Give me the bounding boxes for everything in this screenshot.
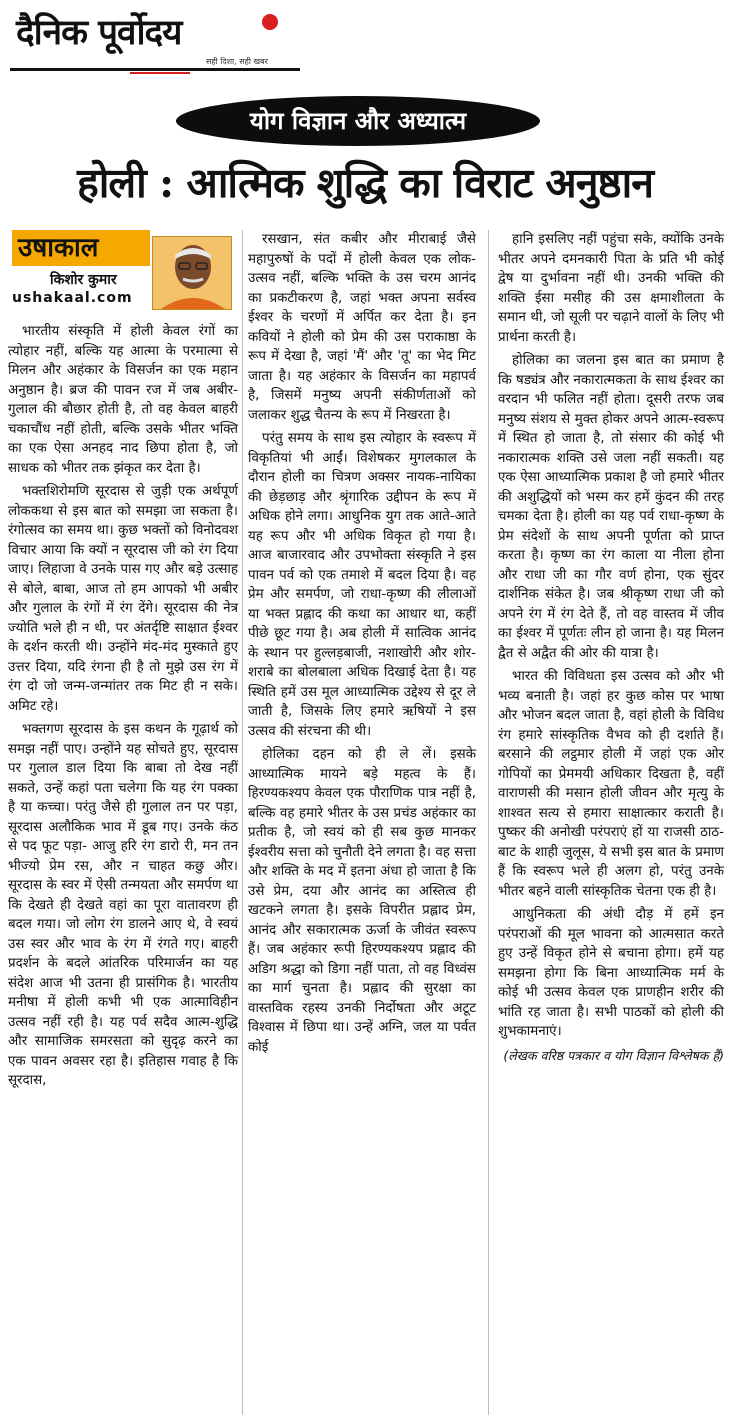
masthead-rule <box>10 68 300 71</box>
author-photo <box>152 236 232 310</box>
paragraph: भक्तशिरोमणि सूरदास से जुड़ी एक अर्थपूर्ण लोककथा से इस बात को समझा जा सकता है। रंगोत्सव का समय था। कुछ भक्तों को विनोदवश विचार आया कि क्यों न सूरदास जी को रंग दिया जाए। लिहाजा वे उनके पास गए और बड़े उत्साह से बोले, बाबा, आज तो हम आपको भी अबीर और गुलाल के रंगों में रंग देंगे। सूरदास की नेत्र ज्योति भले ही न थी, पर अंतर्दृष्टि साक्षात ईश्वर के दर्शन करती थी। उन्होंने मंद-मंद मुस्काते हुए उत्तर दिया, यदि रंगना ही है तो मुझे उस रंग में रंग दो जो जन्म-जन्मांतर तक मिट ही न सके। अमिट रहे। <box>8 484 238 714</box>
column-name: उषाकाल <box>12 230 150 266</box>
masthead-tagline: सही दिशा, सही खबर <box>206 57 268 66</box>
masthead-title: दैनिक पूर्वोदय <box>16 12 182 53</box>
masthead <box>10 6 300 74</box>
paragraph: परंतु समय के साथ इस त्योहार के स्वरूप में विकृतियां भी आईं। विशेषकर मुगलकाल के दौरान होली का चित्रण अक्सर नायक-नायिका की छेड़छाड़ और श्रृंगारिक उद्दीपन के रूप में अधिक होने लगा। आधुनिक युग तक आते-आते यह रूप और भी अधिक विकृत हो गया है। आज बाजारवाद और उपभोक्ता संस्कृति ने इस पावन पर्व को एक तमाशे में बदल दिया है। वह प्रेम और समर्पण, जो राधा-कृष्ण की लीलाओं या भक्त प्रह्लाद की कथा का आधार था, कहीं पीछे छूट गया है। अब होली में सात्विक आनंद के स्थान पर हुल्लड़बाजी, नशाखोरी और शोर-शराबे का बोलबाला अधिक दिखाई देता है। यह स्थिति हमें उस मूल आध्यात्मिक उद्देश्य से दूर ले जाती है, जिसके लिए हमारे ऋषियों ने इस उत्सव की संरचना की थी। <box>248 431 476 739</box>
paragraph: भारत की विविधता इस उत्सव को और भी भव्य बनाती है। जहां हर कुछ कोस पर भाषा और भोजन बदल जाता है, वहां होली के विविध रंग हमारे सांस्कृतिक वैभव को ही दर्शाते हैं। बरसाने की लट्ठमार होली में जहां एक ओर गोपियों का प्रेममयी अधिकार दिखता है, वहीं वाराणसी की मसान होली जीवन और मृत्यु के शाश्वत सत्य से हमारा साक्षात्कार कराती है। पुष्कर की अनोखी परंपराएं हों या राजसी ठाठ-बाट के शाही जुलूस, ये सभी इस बात के प्रमाण हैं कि स्वरूप भले ही अलग हो, परंतु उनके भीतर बहने वाली सांस्कृतिक चेतना एक ही है। <box>498 669 724 899</box>
paragraph: भारतीय संस्कृति में होली केवल रंगों का त्योहार नहीं, बल्कि यह आत्मा के परमात्मा से मिलन और अहंकार के विसर्जन का एक महान अनुष्ठान है। ब्रज की पावन रज में जब अबीर-गुलाल की बौछार होती है, तो वह केवल बाहरी चकाचौंध नहीं होती, बल्कि उसके भीतर भक्ति का एक ऐसा अनहद नाद छिपा होता है, जो साधक को भीतर तक झंकृत कर देता है। <box>8 324 238 476</box>
paragraph: रसखान, संत कबीर और मीराबाई जैसे महापुरुषों के पदों में होली केवल एक लोक-उत्सव नहीं, बल्कि भक्ति के उस चरम आनंद का प्रकटीकरण है, जहां भक्त अपना सर्वस्व ईश्वर के चरणों में अर्पित कर देता है। इन कवियों ने होली को प्रेम की उस पराकाष्ठा के रूप में देखा है, जहां 'मैं' और 'तू' का भेद मिट जाता है। यह अहंकार के विसर्जन का महापर्व है, जिसमें मनुष्य अपनी संकीर्णताओं को जलाकर शुद्ध चैतन्य के रूप में निखरता है। <box>248 232 476 423</box>
article-column-1 <box>8 322 238 1095</box>
topic-banner: योग विज्ञान और अध्यात्म <box>176 96 540 146</box>
article-column-3 <box>498 230 724 1069</box>
author-credit: (लेखक वरिष्ठ पत्रकार व योग विज्ञान विश्लेषक हैं) <box>503 1047 724 1063</box>
paragraph: हानि इसलिए नहीं पहुंचा सके, क्योंकि उनके भीतर अपने दमनकारी पिता के प्रति भी कोई द्वेष या दुर्भावना नहीं थी। उनकी भक्ति की शक्ति ईसा मसीह की उस क्षमाशीलता के समान थी, जो सूली पर चढ़ाने वालों के लिए भी प्रार्थना करती है। <box>498 232 724 345</box>
column-divider <box>242 230 243 1415</box>
paragraph: होलिका दहन को ही ले लें। इसके आध्यात्मिक मायने बड़े महत्व के हैं। हिरण्यकश्यप केवल एक पौराणिक पात्र नहीं है, बल्कि वह हमारे भीतर के उस प्रचंड अहंकार का प्रतीक है, जो स्वयं को ही सब कुछ मानकर ईश्वरीय सत्ता को चुनौती देने लगता है। वह सत्ता और शक्ति के मद में इतना अंधा हो जाता है कि उसे प्रेम, दया और आनंद का अस्तित्व ही खटकने लगता है। इसके विपरीत प्रह्लाद प्रेम, आनंद और सकारात्मक ऊर्जा के जीवंत स्वरूप हैं। जब अहंकार रूपी हिरण्यकश्यप प्रह्लाद की अडिग श्रद्धा को डिगा नहीं पाता, तो वह विध्वंस का मार्ग चुनता है। प्रह्लाद की सुरक्षा का वास्तविक रहस्य उनकी निर्दोषता और अटूट विश्वास में छिपा था। उन्हें अग्नि, जल या पर्वत कोई <box>248 747 476 1055</box>
column-divider <box>488 230 489 1415</box>
headline: होली : आत्मिक शुद्धि का विराट अनुष्ठान <box>76 159 654 207</box>
author-name: किशोर कुमार <box>50 272 117 288</box>
website-link[interactable]: ushakaal.com <box>12 290 133 306</box>
paragraph: भक्तगण सूरदास के इस कथन के गूढ़ार्थ को समझ नहीं पाए। उन्होंने यह सोचते हुए, सूरदास पर गुलाल डाल दिया कि बाबा तो देख नहीं सकते, उन्हें कहां पता चलेगा कि यह रंग पक्का है या कच्चा। परंतु जैसे ही गुलाल तन पर पड़ा, सूरदास अलौकिक भाव में डूब गए। उनके कंठ से पद फूट पड़ा- आजु हरि रंग डारो री, मन तन भीज्यो प्रेम रस, और न चाहत कछु और। सूरदास के स्वर में ऐसी तन्मयता और समर्पण था कि देखते ही देखते वहां का पूरा वातावरण ही बदल गया। जो लोग रंग डालने आए थे, वे स्वयं उस स्वर और भाव के रंग में रंगते गए। बाहरी प्रदर्शन के बदले आंतरिक परिमार्जन का यह संदेश आज भी उतना ही प्रासंगिक है। भारतीय मनीषा में होली कभी भी एक आत्माविहीन उत्सव नहीं रही है। यह पर्व सदैव आत्म-शुद्धि और सामाजिक समरसता को सुदृढ़ करने का एक पावन अवसर रहा है। इतिहास गवाह है कि सूरदास, <box>8 722 238 1088</box>
author-portrait-icon <box>153 237 231 309</box>
article-column-2 <box>248 230 476 1061</box>
masthead-red-line <box>130 72 190 74</box>
paragraph: आधुनिकता की अंधी दौड़ में हमें इन परंपराओं की मूल भावना को आत्मसात करते हुए उन्हें विकृत होने से बचाना होगा। हमें यह समझना होगा कि बिना आध्यात्मिक मर्म के कोई भी उत्सव केवल एक प्राणहीन शरीर की भांति रह जाता है। सभी पाठकों को होली की शुभकामनाएं। <box>498 907 724 1039</box>
paragraph: होलिका का जलना इस बात का प्रमाण है कि षड्यंत्र और नकारात्मकता के साथ ईश्वर का वरदान भी फलित नहीं होता। दूसरी तरफ जब मनुष्य संशय से मुक्त होकर अपने आत्म-स्वरूप में स्थित हो जाता है, तो संसार की कोई भी नकारात्मक शक्ति उसे जला नहीं सकती। यह एक ऐसा आध्यात्मिक प्रकाश है जो हमारे भीतर की अशुद्धियों को भस्म कर हमें कुंदन की तरह चमका देता है। होली का यह पर्व राधा-कृष्ण के प्रेम संदेशों के साथ अपनी पूर्णता को प्राप्त करता है। कृष्ण का रंग काला या नीला होना और राधा जी का गौर वर्ण होना, एक सुंदर दार्शनिक संकेत है। जब श्रीकृष्ण राधा जी को अपने रंग में रंग देते हैं, तो वह वास्तव में जीव का ईश्वर में पूर्णतः लीन हो जाना है। यह मिलन द्वैत से अद्वैत की ओर की यात्रा है। <box>498 353 724 661</box>
sun-icon <box>262 14 278 30</box>
byline <box>6 230 238 312</box>
